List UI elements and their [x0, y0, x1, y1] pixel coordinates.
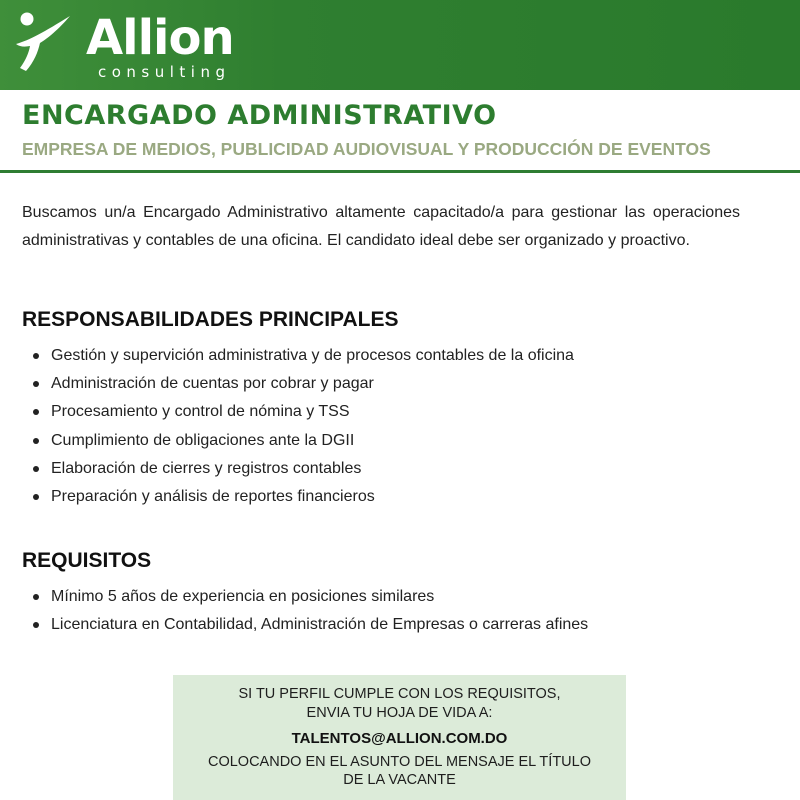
responsibilities-list [32, 342, 574, 511]
contact-email: TALENTOS@ALLION.COM.DO [291, 730, 508, 747]
list-item: Licenciatura en Contabilidad, Administración de Empresas o carreras afines [32, 611, 588, 639]
callout-text: COLOCANDO EN EL ASUNTO DEL MENSAJE EL TÍTULO [207, 754, 591, 770]
logo-subtitle: consulting [98, 63, 231, 81]
callout-text: SI TU PERFIL CUMPLE CON LOS REQUISITOS, [238, 686, 561, 702]
title-divider [0, 170, 800, 173]
header-band [0, 0, 800, 90]
job-intro: Buscamos un/a Encargado Administrativo altamente capacitado/a para gestionar las operaciones administrativas y contables de una oficina. El candidato ideal debe ser organizado y proactivo. [22, 204, 740, 249]
title-block [22, 98, 782, 160]
list-item: Preparación y análisis de reportes financieros [32, 483, 574, 511]
list-item: Gestión y supervición administrativa y de procesos contables de la oficina [32, 342, 574, 370]
company-description: EMPRESA DE MEDIOS, PUBLICIDAD AUDIOVISUAL Y PRODUCCIÓN DE EVENTOS [22, 139, 711, 159]
requirements-list [32, 583, 588, 639]
list-item: Administración de cuentas por cobrar y pagar [32, 370, 574, 398]
list-item: Mínimo 5 años de experiencia en posiciones similares [32, 583, 588, 611]
callout-text: ENVIA TU HOJA DE VIDA A: [306, 705, 493, 721]
callout-text: DE LA VACANTE [343, 772, 456, 788]
list-item: Procesamiento y control de nómina y TSS [32, 398, 574, 426]
application-callout [173, 675, 626, 800]
company-logo [14, 10, 254, 80]
list-item: Cumplimiento de obligaciones ante la DGII [32, 427, 574, 455]
job-title: ENCARGADO ADMINISTRATIVO [22, 100, 497, 131]
responsibilities-heading: RESPONSABILIDADES PRINCIPALES [22, 308, 399, 331]
requirements-heading: REQUISITOS [22, 549, 152, 572]
person-figure-icon [14, 10, 74, 72]
logo-name: Allion [86, 10, 234, 66]
list-item: Elaboración de cierres y registros contables [32, 455, 574, 483]
